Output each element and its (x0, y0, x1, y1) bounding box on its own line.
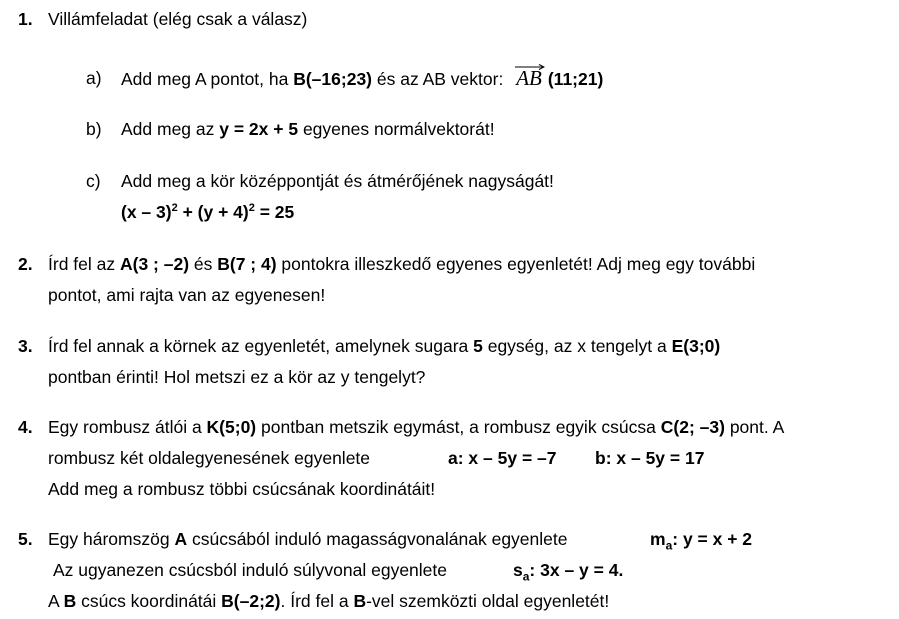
sa-eq: : 3x – y = 4. (529, 560, 624, 580)
problem-4-number: 4. (18, 417, 33, 437)
eq-part-3: = 25 (254, 202, 295, 222)
problem-1-title: Villámfeladat (elég csak a válasz) (48, 9, 308, 29)
p2-suffix: pontokra illeszkedő egyenes egyenletét! Adj meg egy további (276, 254, 756, 274)
problem-4-eq-b: b: x – 5y = 17 (595, 448, 705, 468)
eq-part-1: (x – 3) (121, 202, 172, 222)
problem-4-line-1 (48, 416, 784, 438)
p4-prefix: Egy rombusz átlói a (48, 417, 207, 437)
problem-4-eq-a: a: x – 5y = –7 (448, 448, 557, 468)
problem-1a-vector-coords: (11;21) (547, 69, 604, 89)
p3-point-e: E(3;0) (671, 336, 721, 356)
problem-1a-mid: és az AB vektor: (372, 69, 504, 89)
p5-l3-a: A (48, 591, 64, 611)
problem-1a-point-b: B(–16;23) (293, 69, 373, 89)
problem-1-number: 1. (18, 9, 33, 29)
p2-mid: és (189, 254, 218, 274)
p3-prefix: Írd fel annak a körnek az egyenletét, amelynek sugara (48, 336, 474, 356)
problem-2-line-2: pontot, ami rajta van az egyenesen! (48, 285, 326, 305)
problem-1a-text (121, 67, 603, 90)
problem-5-number: 5. (18, 529, 33, 549)
problem-1c-text: Add meg a kör középpontját és átmérőjének nagyságát! (121, 171, 554, 191)
p5-vertex-a: A (174, 529, 188, 549)
problem-1a-prefix: Add meg A pontot, ha (121, 69, 294, 89)
problem-4-line-2: rombusz két oldalegyenesének egyenlete (48, 448, 371, 468)
problem-1b-prefix: Add meg az (121, 119, 220, 139)
sa-s: s (513, 560, 523, 580)
problem-1c-equation (121, 201, 294, 223)
problem-2-line-1 (48, 253, 755, 275)
p2-point-a: A(3 ; –2) (119, 254, 190, 274)
p5-prefix: Egy háromszög (48, 529, 175, 549)
p2-prefix: Írd fel az (48, 254, 120, 274)
problem-5-line-3 (48, 590, 609, 612)
p4-suffix: pont. A (724, 417, 785, 437)
p5-vertex-b2: B (353, 591, 367, 611)
problem-5-altitude (650, 528, 753, 553)
p5-point-b: B(–2;2) (221, 591, 281, 611)
p4-point-k: K(5;0) (206, 417, 257, 437)
problem-5-line-2: Az ugyanezen csúcsból induló súlyvonal egyenlete (53, 560, 448, 580)
p5-mid: csúcsából induló magasságvonalának egyenlete (187, 529, 568, 549)
p5-l3-mid2: . Írd fel a (280, 591, 354, 611)
problem-1c-label: c) (86, 171, 101, 191)
vector-ab-name: AB (516, 66, 542, 90)
ma-eq: : y = x + 2 (672, 529, 753, 549)
vector-arrow-icon (515, 64, 545, 70)
p4-mid: pontban metszik egymást, a rombusz egyik csúcsa (256, 417, 661, 437)
sa-sub: a (522, 569, 530, 584)
p4-point-c: C(2; –3) (660, 417, 725, 437)
vector-ab (516, 67, 542, 89)
problem-1b-text (121, 118, 495, 140)
problem-3-number: 3. (18, 336, 33, 356)
problem-3-line-1 (48, 335, 720, 357)
problem-2-number: 2. (18, 254, 33, 274)
p2-point-b: B(7 ; 4) (217, 254, 277, 274)
p5-vertex-b: B (63, 591, 77, 611)
exp-2: 2 (248, 202, 255, 215)
eq-part-2: + (y + 4) (177, 202, 249, 222)
problem-4-line-3: Add meg a rombusz többi csúcsának koordinátáit! (48, 479, 436, 499)
exp-1: 2 (171, 202, 178, 215)
p3-radius: 5 (473, 336, 483, 356)
ma-sub: a (665, 538, 673, 553)
p3-mid: egység, az x tengelyt a (482, 336, 672, 356)
problem-5-median (513, 559, 624, 584)
ma-m: m (650, 529, 666, 549)
problem-3-line-2: pontban érinti! Hol metszi ez a kör az y tengelyt? (48, 367, 426, 387)
p5-l3-mid: csúcs koordinátái (76, 591, 222, 611)
problem-1b-suffix: egyenes normálvektorát! (298, 119, 495, 139)
problem-5-line-1 (48, 528, 568, 550)
problem-1b-equation: y = 2x + 5 (219, 119, 299, 139)
problem-1a-label: a) (86, 68, 102, 88)
p5-l3-suffix: -vel szemközti oldal egyenletét! (366, 591, 610, 611)
problem-1b-label: b) (86, 119, 102, 139)
